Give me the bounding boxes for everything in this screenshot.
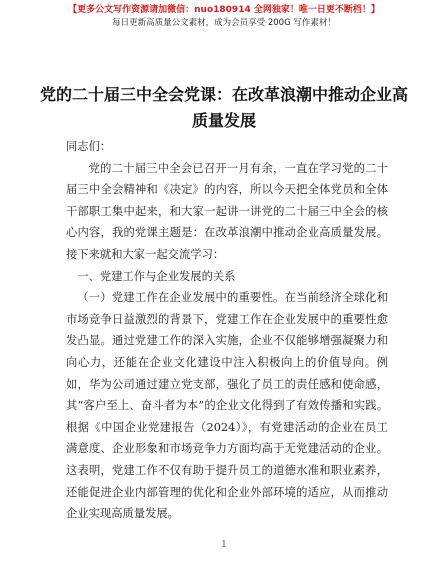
document-body (66, 136, 388, 525)
page-number: 1 (221, 540, 227, 550)
promo-banner (0, 4, 448, 30)
section-heading: 一、党建工作与企业发展的关系 (77, 269, 236, 283)
intro-paragraph: 党的二十届三中全会已召开一月有余，一直在学习党的二十届三中全会精神和《决定》的内容，所以今天把全体党员和全体干部职工集中起来，和大家一起讲一讲党的二十届三中全会的核心内容，我的党课主题是：在改革浪潮中推动企业高质量发展。接下来就和大家一起交流学习： (66, 161, 388, 261)
salutation: 同志们： (66, 140, 112, 153)
document-title: 党的二十届三中全会党课：在改革浪潮中推动企业高质量发展 (40, 85, 409, 130)
promo-banner-subline: 每日更新高质量公文素材，成为会员享受 200G 写作素材！ (112, 18, 336, 28)
promo-banner-headline: 【更多公文写作资源请加微信：nuo180914 全网独家！唯一日更不断档！】 (68, 5, 380, 15)
body-paragraph: （一）党建工作在企业发展中的重要性。在当前经济全球化和市场竞争日益激烈的背景下，党建工作在企业发展中的重要性愈发凸显。通过党建工作的深入实施，企业不仅能够增强凝聚力和向心力，还能在企业文化建设中注入积极向上的价值导向。例如，华为公司通过建立党支部，强化了员工的责任感和使命感，其“客户至上、奋斗者为本”的企业文化得到了有效传播和实践。根据《中国企业党建报告（2024）》，有党建活动的企业在员工满意度、企业形象和市场竞争力方面均高于无党建活动的企业。这表明，党建工作不仅有助于提升员工的道德水准和职业素养，还能促进企业内部管理的优化和企业外部环境的适应，从而推动企业实现高质量发展。 (66, 291, 388, 521)
